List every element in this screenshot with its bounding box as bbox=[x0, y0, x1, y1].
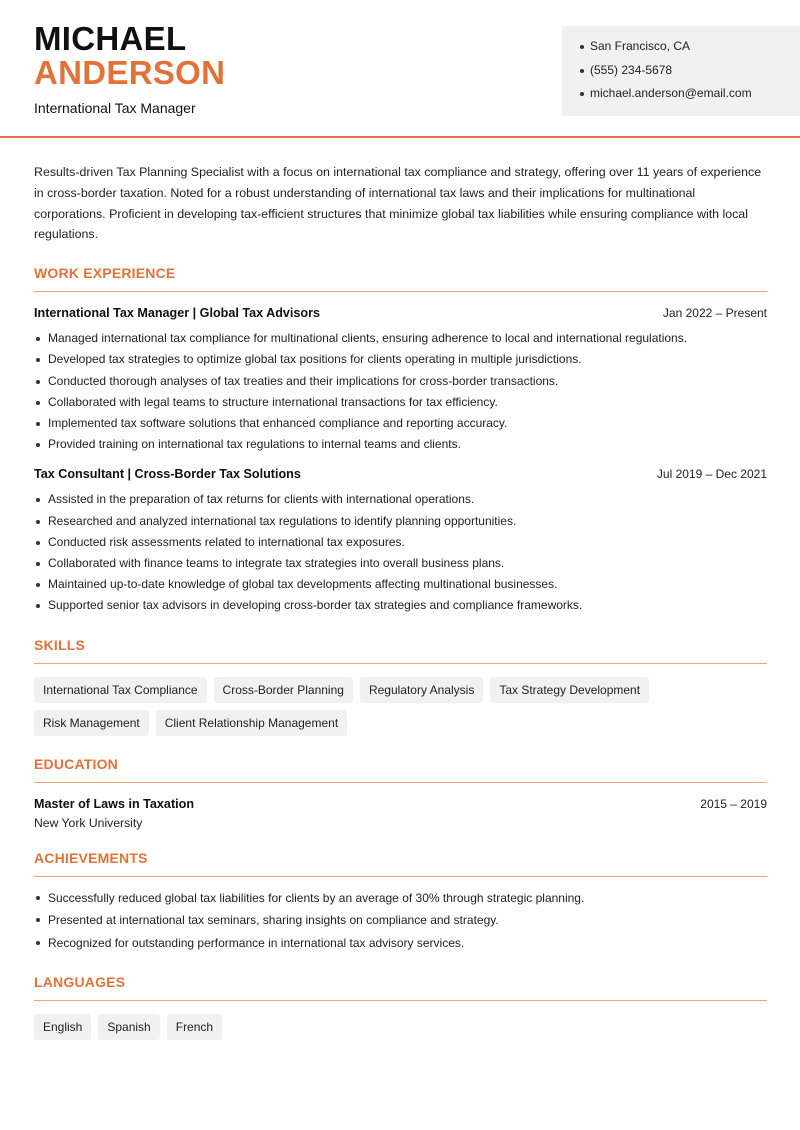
school: New York University bbox=[34, 815, 143, 830]
section-title-education: EDUCATION bbox=[34, 756, 767, 783]
bullet-icon bbox=[36, 604, 40, 608]
resume-content bbox=[34, 162, 767, 1040]
list-item-text: Maintained up-to-date knowledge of global tax developments affecting multinational businesses. bbox=[48, 577, 558, 592]
job-points bbox=[34, 328, 767, 455]
list-item bbox=[34, 553, 767, 574]
list-item-text: Collaborated with finance teams to integrate tax strategies into overall business plans. bbox=[48, 556, 505, 571]
contact-location-text: San Francisco, CA bbox=[590, 39, 691, 53]
achievements-section bbox=[34, 850, 767, 955]
job-points bbox=[34, 489, 767, 616]
job-date: Jul 2019 – Dec 2021 bbox=[656, 467, 767, 482]
bullet-icon bbox=[580, 92, 584, 96]
language-tag: French bbox=[167, 1014, 222, 1040]
languages-section bbox=[34, 974, 767, 1040]
bullet-icon bbox=[36, 401, 40, 405]
job-title: International Tax Manager bbox=[34, 100, 196, 116]
bullet-icon bbox=[36, 541, 40, 545]
bullet-icon bbox=[36, 583, 40, 587]
list-item bbox=[34, 909, 767, 932]
contact-email bbox=[580, 86, 800, 110]
list-item bbox=[34, 413, 767, 434]
section-title-languages: LANGUAGES bbox=[34, 974, 767, 1001]
job-date: Jan 2022 – Present bbox=[662, 306, 767, 321]
skill-tag: Cross-Border Planning bbox=[214, 677, 353, 703]
skills-section bbox=[34, 637, 767, 736]
list-item bbox=[34, 371, 767, 392]
degree: Master of Laws in Taxation bbox=[34, 796, 195, 811]
skill-tag: Tax Strategy Development bbox=[490, 677, 649, 703]
bullet-icon bbox=[36, 358, 40, 362]
job-entry bbox=[34, 306, 767, 455]
list-item-text: Provided training on international tax regulations to internal teams and clients. bbox=[48, 437, 461, 452]
job-head bbox=[34, 306, 767, 320]
list-item bbox=[34, 328, 767, 349]
contact-phone-text: (555) 234-5678 bbox=[590, 62, 673, 77]
list-item bbox=[34, 349, 767, 370]
list-item bbox=[34, 595, 767, 616]
list-item bbox=[34, 489, 767, 510]
skill-tag: Risk Management bbox=[34, 710, 149, 736]
job-role: Tax Consultant | Cross-Border Tax Solutions bbox=[34, 467, 301, 482]
skill-tag: Regulatory Analysis bbox=[360, 677, 483, 703]
contact-email-text: michael.anderson@email.com bbox=[590, 86, 752, 100]
list-item bbox=[34, 574, 767, 595]
language-tags bbox=[34, 1014, 674, 1040]
achievement-points bbox=[34, 887, 767, 955]
education-section bbox=[34, 756, 767, 830]
list-item bbox=[34, 434, 767, 455]
bullet-icon bbox=[36, 562, 40, 566]
list-item bbox=[34, 932, 767, 955]
contact-location bbox=[580, 39, 800, 63]
section-title-skills: SKILLS bbox=[34, 637, 767, 664]
education-entry bbox=[34, 797, 767, 830]
skill-tag: Client Relationship Management bbox=[156, 710, 347, 736]
language-tag: English bbox=[34, 1014, 91, 1040]
list-item-text: Managed international tax compliance for multinational clients, ensuring adherence to local and international regulations. bbox=[48, 331, 688, 346]
bullet-icon bbox=[36, 337, 40, 341]
bullet-icon bbox=[580, 45, 584, 49]
first-name: MICHAEL bbox=[34, 20, 187, 57]
job-role: International Tax Manager | Global Tax Advisors bbox=[34, 306, 321, 321]
list-item bbox=[34, 511, 767, 532]
bullet-icon bbox=[36, 380, 40, 384]
list-item-text: Collaborated with legal teams to structure international transactions for tax efficiency. bbox=[48, 394, 498, 409]
list-item-text: Presented at international tax seminars, sharing insights on compliance and strategy. bbox=[48, 913, 499, 928]
name-block bbox=[34, 22, 225, 116]
bullet-icon bbox=[580, 69, 584, 73]
contact-box bbox=[562, 26, 800, 116]
list-item-text: Conducted thorough analyses of tax treaties and their implications for cross-border transactions. bbox=[48, 373, 559, 388]
list-item-text: Conducted risk assessments related to international tax exposures. bbox=[48, 534, 405, 549]
bullet-icon bbox=[36, 896, 40, 900]
education-head bbox=[34, 797, 767, 811]
resume-header bbox=[0, 0, 800, 138]
list-item-text: Supported senior tax advisors in developing cross-border tax strategies and compliance frameworks. bbox=[48, 598, 583, 613]
job-entry bbox=[34, 467, 767, 616]
skill-tags bbox=[34, 677, 674, 736]
list-item-text: Recognized for outstanding performance in international tax advisory services. bbox=[48, 935, 465, 950]
bullet-icon bbox=[36, 520, 40, 524]
bullet-icon bbox=[36, 443, 40, 447]
last-name: ANDERSON bbox=[34, 54, 226, 91]
bullet-icon bbox=[36, 918, 40, 922]
bullet-icon bbox=[36, 941, 40, 945]
list-item-text: Implemented tax software solutions that enhanced compliance and reporting accuracy. bbox=[48, 416, 508, 430]
list-item bbox=[34, 887, 767, 910]
bullet-icon bbox=[36, 422, 40, 426]
list-item-text: Assisted in the preparation of tax returns for clients with international operations. bbox=[48, 492, 475, 507]
list-item bbox=[34, 392, 767, 413]
contact-phone bbox=[580, 63, 800, 87]
education-date: 2015 – 2019 bbox=[700, 796, 767, 811]
work-experience-section bbox=[34, 265, 767, 616]
skill-tag: International Tax Compliance bbox=[34, 677, 207, 703]
job-head bbox=[34, 467, 767, 481]
summary: Results-driven Tax Planning Specialist with a focus on international tax compliance and strategy, offering over 11 years of experience in cross-border taxation. Noted for a robust understanding of international tax laws and their implications for multinational corporations. Proficient in developing tax-efficient structures that minimize global tax liabilities while ensuring compliance with local regulations. bbox=[34, 165, 762, 242]
bullet-icon bbox=[36, 498, 40, 502]
list-item-text: Researched and analyzed international tax regulations to identify planning opportunities. bbox=[48, 513, 517, 528]
section-title-work: WORK EXPERIENCE bbox=[34, 265, 767, 292]
list-item bbox=[34, 532, 767, 553]
list-item-text: Developed tax strategies to optimize global tax positions for clients operating in multiple jurisdictions. bbox=[48, 352, 582, 367]
section-title-achievements: ACHIEVEMENTS bbox=[34, 850, 767, 877]
list-item-text: Successfully reduced global tax liabilities for clients by an average of 30% through strategic planning. bbox=[48, 890, 585, 905]
language-tag: Spanish bbox=[98, 1014, 159, 1040]
